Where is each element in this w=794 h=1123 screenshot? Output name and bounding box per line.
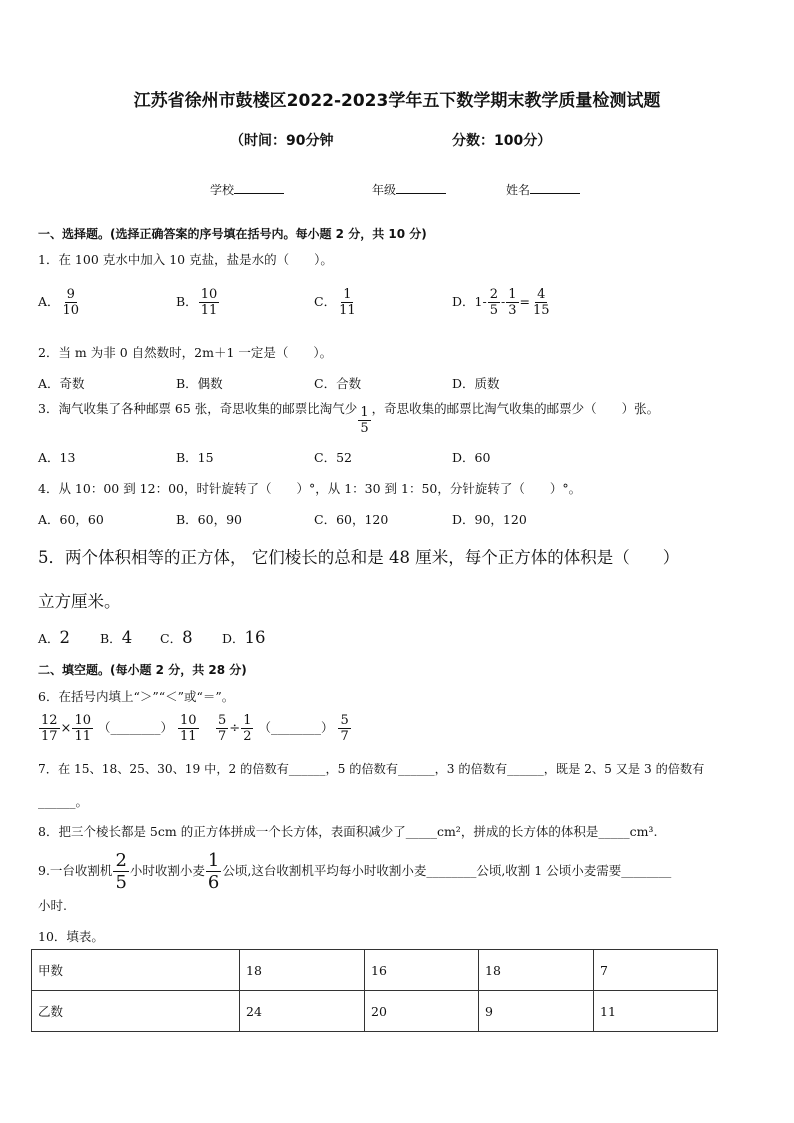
- table-row: [32, 950, 718, 991]
- q3-option-a[interactable]: A．13: [38, 450, 76, 465]
- page-title: 江苏省徐州市鼓楼区2022-2023学年五下数学期末教学质量检测试题: [133, 91, 661, 111]
- q6-answer-1[interactable]: （________）: [97, 720, 173, 735]
- q1-option-a[interactable]: A． $\frac{9}{10}$: [38, 287, 80, 318]
- table-row: [32, 991, 718, 1032]
- table-cell: 乙数: [32, 991, 240, 1032]
- question-10-stem: 10．填表。: [38, 929, 104, 944]
- grade-blank[interactable]: [396, 181, 446, 194]
- table-cell: 20: [365, 991, 479, 1032]
- name-label: 姓名: [506, 183, 531, 197]
- q4-option-c[interactable]: C．60，120: [314, 512, 389, 527]
- q4-option-d[interactable]: D．90，120: [452, 512, 527, 527]
- exam-time: （时间：90分钟: [230, 133, 334, 149]
- q2-option-c[interactable]: C．合数: [314, 376, 362, 391]
- question-8-stem: 8．把三个棱长都是 5cm 的正方体拼成一个长方体，表面积减少了_____cm²，拼成的长方体的体积是_____cm³.: [38, 824, 658, 839]
- table-cell: 11: [594, 991, 718, 1032]
- q5-option-c[interactable]: C．8: [160, 628, 193, 647]
- q5-option-a[interactable]: A．2: [38, 628, 71, 647]
- question-1-stem: 1．在 100 克水中加入 10 克盐，盐是水的（ ）。: [38, 252, 333, 267]
- table-cell: 18: [240, 950, 365, 991]
- question-7-line-1: 7．在 15、18、25、30、19 中，2 的倍数有______，5 的倍数有______，3 的倍数有______，既是 2、5 又是 3 的倍数有: [38, 762, 705, 776]
- school-field: [210, 181, 284, 198]
- q3-option-c[interactable]: C．52: [314, 450, 352, 465]
- table-cell: 16: [365, 950, 479, 991]
- table-cell: 甲数: [32, 950, 240, 991]
- question-4-stem: 4．从 10：00 到 12：00，时针旋转了（ ）°，从 1：30 到 1：50，分针旋转了（ ）°。: [38, 481, 582, 496]
- q1-option-b[interactable]: B． $\frac{10}{11}$: [176, 287, 218, 318]
- q6-expression-2: $\frac{5}{7}$ ÷ $\frac{1}{2}$ （________） $\frac{5}{7}$: [218, 713, 349, 744]
- section-heading-fill: 二、填空题。(每小题 2 分，共 28 分): [38, 663, 247, 677]
- grade-label: 年级: [372, 183, 397, 197]
- table-cell: 7: [594, 950, 718, 991]
- q5-option-d[interactable]: D．16: [222, 628, 266, 647]
- q2-option-a[interactable]: A．奇数: [38, 376, 85, 391]
- question-5-line-1: 5．两个体积相等的正方体， 它们棱长的总和是 48 厘米，每个正方体的体积是（ ）: [38, 548, 680, 567]
- q1-option-c[interactable]: C． $\frac{1}{11}$: [314, 287, 356, 318]
- question-2-stem: 2．当 m 为非 0 自然数时，2m＋1 一定是（ ）。: [38, 345, 333, 360]
- question-6-stem: 6．在括号内填上“＞”“＜”或“＝”。: [38, 689, 235, 704]
- name-field: [506, 181, 580, 198]
- name-blank[interactable]: [530, 181, 580, 194]
- section-heading-choice: 一、选择题。(选择正确答案的序号填在括号内。每小题 2 分，共 10 分): [38, 227, 427, 241]
- table-cell: 9: [479, 991, 594, 1032]
- table-cell: 18: [479, 950, 594, 991]
- table-cell: 24: [240, 991, 365, 1032]
- question-9-line-2: 小时.: [38, 898, 67, 913]
- q3-option-b[interactable]: B．15: [176, 450, 214, 465]
- school-label: 学校: [210, 183, 235, 197]
- grade-field: [372, 181, 446, 198]
- question-3-stem: 3．淘气收集了各种邮票 65 张，奇思收集的邮票比淘气少 $\frac{1}{5}$ ，奇思收集的邮票比淘气收集的邮票少（ ）张。: [38, 401, 660, 436]
- question-9-line-1: 9.一台收割机 $\frac{2}{5}$ 小时收割小麦 $\frac{1}{6}$ 公顷,这台收割机平均每小时收割小麦________公顷,收割 1 公顷小麦需要________: [38, 850, 672, 893]
- q5-option-b[interactable]: B．4: [100, 628, 133, 647]
- school-blank[interactable]: [234, 181, 284, 194]
- q6-answer-2[interactable]: （________）: [258, 720, 334, 735]
- exam-score: 分数：100分）: [452, 133, 552, 149]
- q4-option-a[interactable]: A．60，60: [38, 512, 104, 527]
- q6-expression-1: $\frac{12}{17}$ × $\frac{10}{11}$ （________） $\frac{10}{11}$: [41, 713, 197, 744]
- q3-option-d[interactable]: D．60: [452, 450, 491, 465]
- q2-option-d[interactable]: D．质数: [452, 376, 500, 391]
- fill-table: [31, 949, 718, 1032]
- q2-option-b[interactable]: B．偶数: [176, 376, 223, 391]
- question-5-line-2: 立方厘米。: [38, 592, 121, 611]
- q4-option-b[interactable]: B．60，90: [176, 512, 242, 527]
- q1-option-d[interactable]: D．1- $\frac{2}{5}$ - $\frac{1}{3}$ = $\frac{4}{15}$: [452, 287, 550, 318]
- question-7-line-2: ______。: [38, 794, 89, 809]
